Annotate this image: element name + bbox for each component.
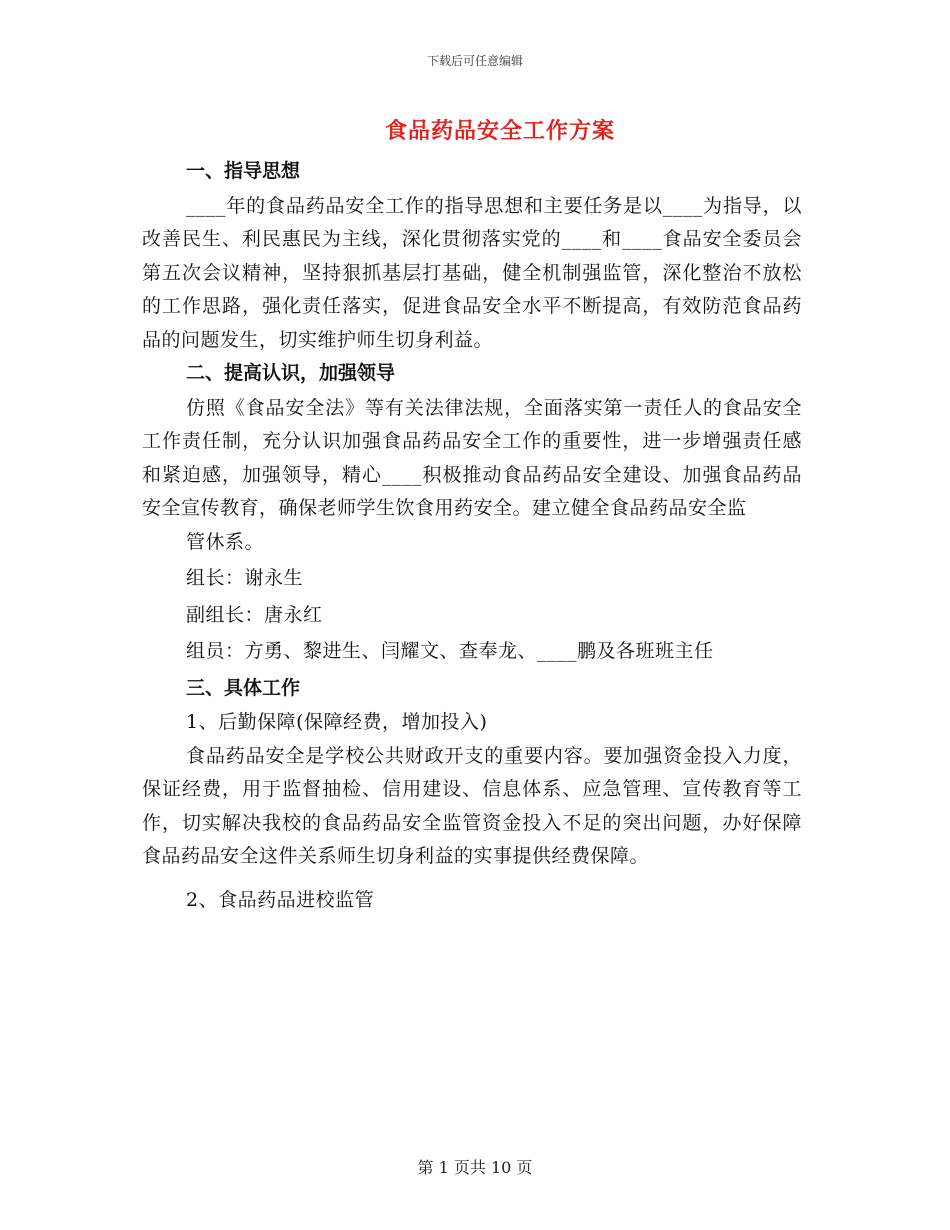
header-note: 下载后可任意编辑 bbox=[426, 54, 523, 68]
line-group-members: 组员：方勇、黎进生、闫耀文、查奉龙、____鹏及各班班主任 bbox=[186, 640, 714, 662]
section-heading-guiding-ideology: 一、指导思想 bbox=[186, 160, 301, 182]
section-heading-specific-work: 三、具体工作 bbox=[186, 676, 301, 699]
paragraph-logistics: 食品药品安全是学校公共财政开支的重要内容。要加强资金投入力度，保证经费，用于监督抽检、信用建设、信息体系、应急管理、宣传教育等工作，切实解决我校的食品药品安全监管资金投入不足的突出问题，办好保障食品药品安全这件关系师生切身利益的实事提供经费保障。 bbox=[142, 744, 802, 867]
document-body bbox=[142, 155, 802, 917]
section-heading-leadership: 二、提高认识，加强领导 bbox=[186, 362, 396, 384]
page-footer: 第 1 页共 10 页 bbox=[417, 1158, 533, 1177]
subheading-supervision: 2、食品药品进校监管 bbox=[186, 888, 375, 911]
subheading-logistics: 1、后勤保障(保障经费，增加投入) bbox=[186, 711, 488, 733]
paragraph-guiding-ideology: ____年的食品药品安全工作的指导思想和主要任务是以____为指导，以改善民生、利民惠民为主线，深化贯彻落实党的____和____食品安全委员会第五次会议精神，坚持狠抓基层打基础，健全机制强监管，深化整治不放松的工作思路，强化责任落实，促进食品安全水平不断提高，有效防范食品药品的问题发生，切实维护师生切身利益。 bbox=[142, 194, 802, 351]
line-system: 管休系。 bbox=[186, 530, 265, 553]
line-deputy-leader: 副组长：唐永红 bbox=[186, 603, 323, 626]
document-title: 食品药品安全工作方案 bbox=[384, 118, 615, 144]
line-group-leader: 组长：谢永生 bbox=[186, 567, 304, 589]
paragraph-leadership: 仿照《食品安全法》等有关法律法规，全面落实第一责任人的食品安全工作责任制，充分认识加强食品药品安全工作的重要性，进一步增强责任感和紧迫感，加强领导，精心____积极推动食品药品安全建设、加强食品药品安全宣传教育，确保老师学生饮食用药安全。建立健全食品药品安全监 bbox=[142, 396, 802, 519]
spacer bbox=[142, 874, 802, 884]
